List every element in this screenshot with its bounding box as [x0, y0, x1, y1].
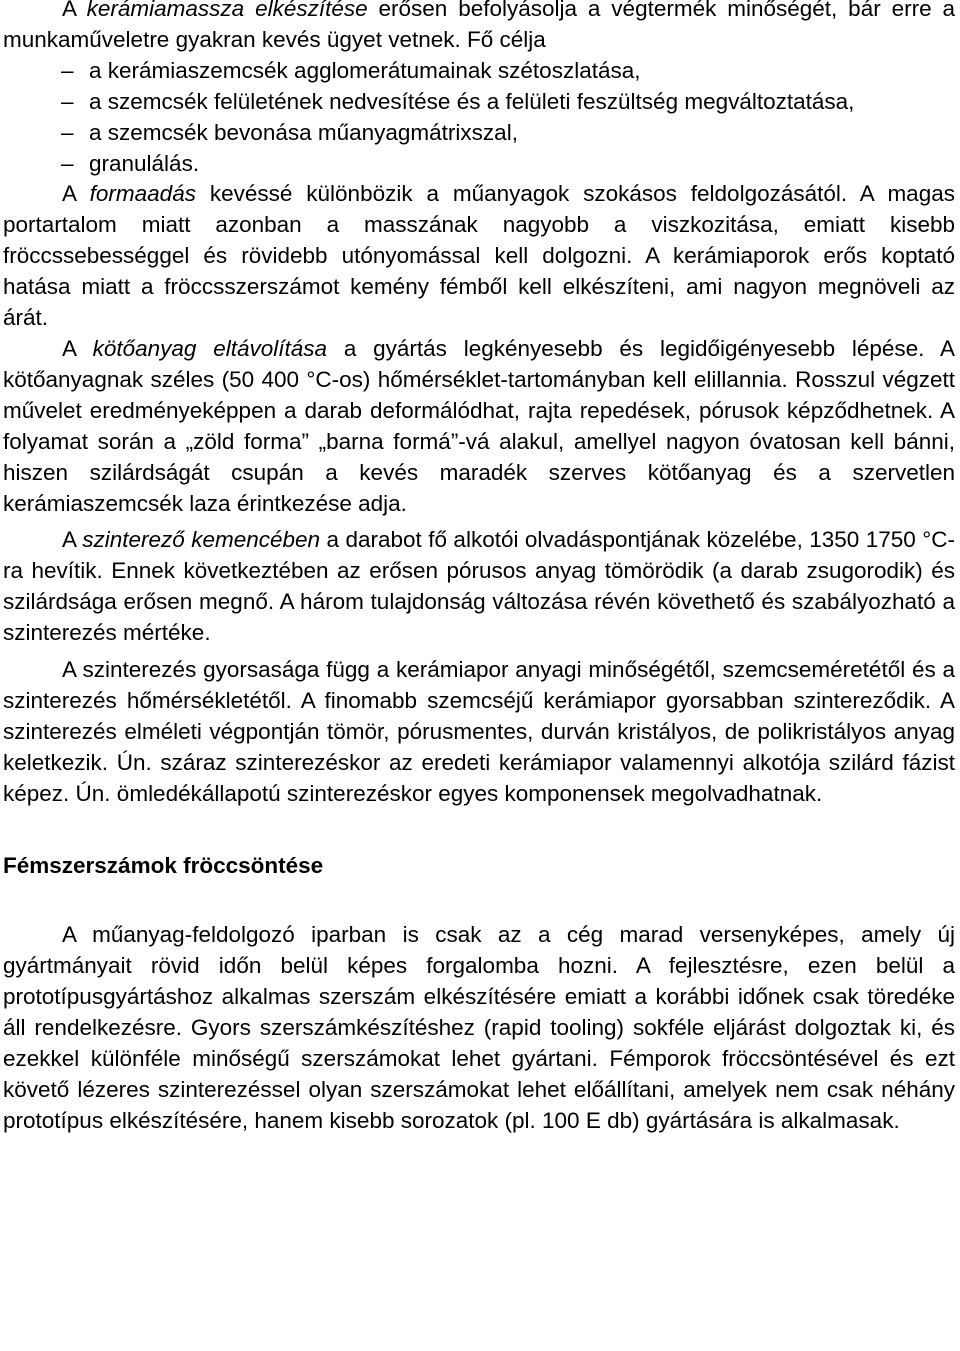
list-item — [3, 149, 955, 180]
list-item-text: granulálás. — [89, 150, 200, 176]
paragraph-lead: A — [62, 335, 93, 361]
list-item — [3, 56, 955, 87]
dash-bullet: – — [61, 119, 74, 145]
italic-term: szinterező kemencében — [82, 527, 321, 553]
italic-term: formaadás — [89, 181, 196, 207]
goals-list — [3, 56, 955, 180]
italic-term: kerámiamassza elkészítése — [86, 0, 368, 21]
paragraph-metal-tools: A műanyag-feldolgozó iparban is csak az a cég marad versenyképes, amely új gyártmányait rövid időn belül képes forgalomba hozni. A fejlesztésre, ezen belül a prototípusgyártáshoz alkalmas szerszám elkészítésére emiatt a korábbi időnek csak töredéke áll rendelkezésre. Gyors szerszámkészítéshez (rapid tooling) sokféle eljárást dolgoztak ki, és ezekkel különféle minőségű szerszámokat lehet gyártani. Fémporok fröccsöntésével és ezt követő lézeres szinterezéssel olyan szerszámokat lehet előállítani, amelyek nem csak néhány prototípus elkészítésére, hanem kisebb sorozatok (pl. 100 E db) gyártására is alkalmasak. — [3, 922, 955, 1133]
list-item-text: a szemcsék felületének nedvesítése és a felületi feszültség megváltoztatása, — [89, 88, 855, 114]
paragraph-body: a darabot fő alkotói olvadáspontjának közelébe, 1350 1750 °C-ra hevítik. Ennek következtében az erősen pórusos anyag tömörödik (a darab zsugorodik) és szilárdsága erősen megnő. A három tulajdonság változása révén követhető és szabályozható a szinterezés mértéke. — [3, 527, 955, 646]
dash-bullet: – — [61, 150, 74, 176]
paragraph-sintering-speed: A szinterezés gyorsasága függ a kerámiapor anyagi minőségétől, szemcseméretétől és a szinterezés hőmérsékletétől. A finomabb szemcséjű kerámiapor gyorsabban szintereződik. A szinterezés elméleti végpontján tömör, pórusmentes, durván kristályos, de polikristályos anyag keletkezik. Ún. száraz szinterezéskor az eredeti kerámiapor valamennyi alkotója szilárd fázist képez. Ún. ömledékállapotú szinterezéskor egyes komponensek megolvadhatnak. — [3, 657, 955, 806]
dash-bullet: – — [61, 88, 74, 114]
paragraph-sintering-furnace — [3, 525, 955, 649]
paragraph-body: kevéssé különbözik a műanyagok szokásos feldolgozásától. A magas portartalom miatt azonban a masszának nagyobb a viszkozitása, emiatt kisebb fröccssebességgel és rövidebb utónyomással kell dolgozni. A kerámiaporok erős koptató hatása miatt a fröccsszerszámot kemény fémből kell elkészíteni, ami nagyon megnöveli az árát. — [3, 181, 955, 331]
section-heading: Fémszerszámok fröccsöntése — [3, 852, 324, 878]
dash-bullet: – — [61, 57, 74, 83]
paragraph-lead: A — [62, 0, 87, 21]
paragraph-shaping — [3, 179, 955, 334]
paragraph-body: a gyártás legkényesebb és legidőigényesebb lépése. A kötőanyagnak széles (50 400 °C-os) hőmérséklet-tartományban kell elillannia. Rosszul végzett művelet eredményeképpen a darab deformálódhat, rajta repedések, pórusok képződhetnek. A folyamat során a „zöld forma” „barna formá”-vá alakul, amellyel nagyon óvatosan kell bánni, hiszen szilárdságát csupán a kevés maradék szerves kötőanyag és a szervetlen kerámiaszemcsék laza érintkezése adja. — [3, 335, 955, 516]
paragraph-ceramic-mass — [3, 0, 955, 56]
italic-term: kötőanyag eltávolítása — [92, 335, 328, 361]
list-item — [3, 87, 955, 118]
paragraph-lead: A — [62, 527, 83, 553]
paragraph-lead: A — [62, 181, 90, 207]
list-item-text: a kerámiaszemcsék agglomerátumainak szétoszlatása, — [89, 57, 641, 83]
list-item — [3, 118, 955, 149]
document-page — [3, 0, 955, 1137]
list-item-text: a szemcsék bevonása műanyagmátrixszal, — [89, 119, 518, 145]
paragraph-body: erősen befolyásolja a végtermék minőségét, bár erre a munkaműveletre gyakran kevés ügyet vetnek. Fő célja — [3, 0, 955, 52]
paragraph-binder-removal — [3, 334, 955, 519]
